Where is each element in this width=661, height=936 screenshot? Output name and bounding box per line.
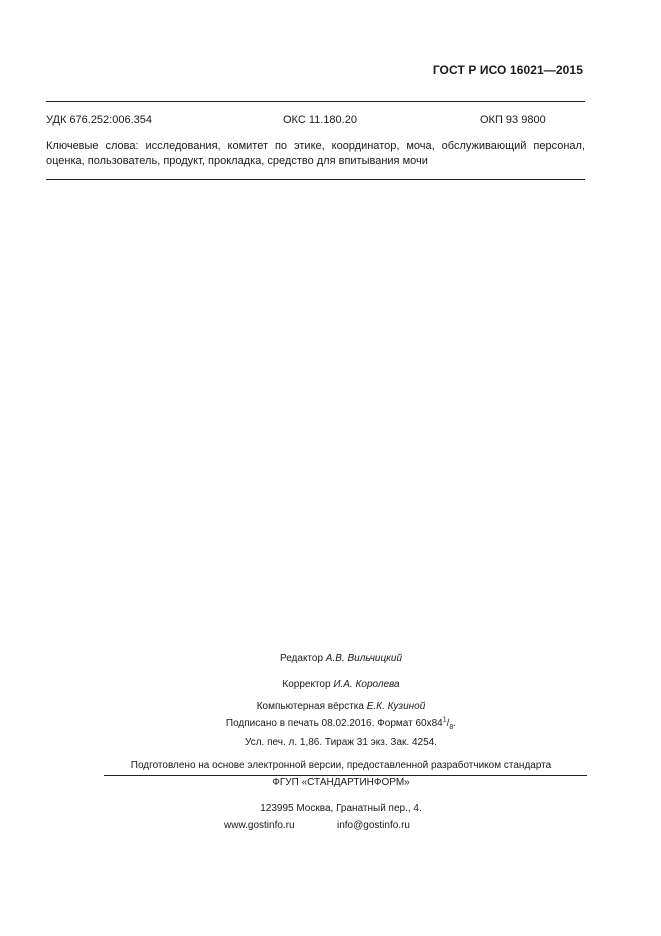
layout-label: Компьютерная вёрстка — [256, 701, 364, 712]
signed-text: Подписано в печать 08.02.2016. Формат 60x84 — [225, 718, 443, 729]
print-line: Усл. печ. л. 1,86. Тираж 31 экз. Зак. 4254. — [245, 737, 437, 748]
okp-code: ОКП 93 9800 — [480, 114, 546, 126]
email-link[interactable]: info@gostinfo.ru — [337, 820, 410, 831]
oks-code: ОКС 11.180.20 — [283, 114, 357, 126]
udk-code: УДК 676.252:006.354 — [46, 114, 152, 126]
format-denominator: 8 — [449, 724, 454, 731]
format-numerator: 1 — [442, 716, 447, 724]
editor-line — [46, 653, 636, 664]
classification-row — [46, 114, 585, 130]
organization-line: ФГУП «СТАНДАРТИНФОРМ» — [272, 777, 410, 788]
bottom-rule — [46, 179, 585, 180]
document-code: ГОСТ Р ИСО 16021—2015 — [432, 63, 583, 77]
editor-name: А.В. Вильчицкий — [325, 653, 403, 664]
signed-line: Подписано в печать 08.02.2016. Формат $60x84^1/_8$. — [225, 716, 457, 731]
address-line: 123995 Москва, Гранатный пер., 4. — [260, 803, 422, 814]
editor-label: Редактор — [279, 653, 324, 664]
top-rule — [46, 101, 585, 102]
layout-name: Е.К. Кузиной — [366, 701, 426, 712]
corrector-line — [46, 679, 636, 690]
keywords-block — [46, 139, 585, 169]
corrector-label: Корректор — [282, 679, 331, 690]
prepared-line: Подготовлено на основе электронной версии, предоставленной разработчиком стандарта — [130, 760, 552, 771]
layout-line — [46, 701, 636, 712]
corrector-name: И.А. Королева — [333, 679, 400, 690]
keywords-line-2: оценка, пользователь, продукт, прокладка, средство для впитывания мочи — [46, 155, 428, 167]
website-link[interactable]: www.gostinfo.ru — [224, 820, 295, 831]
imprint-rule — [104, 775, 587, 776]
format-slash: / — [446, 718, 450, 729]
keywords-line-1: Ключевые слова: исследования, комитет по этике, координатор, моча, обслуживающий персонал, — [46, 140, 585, 152]
